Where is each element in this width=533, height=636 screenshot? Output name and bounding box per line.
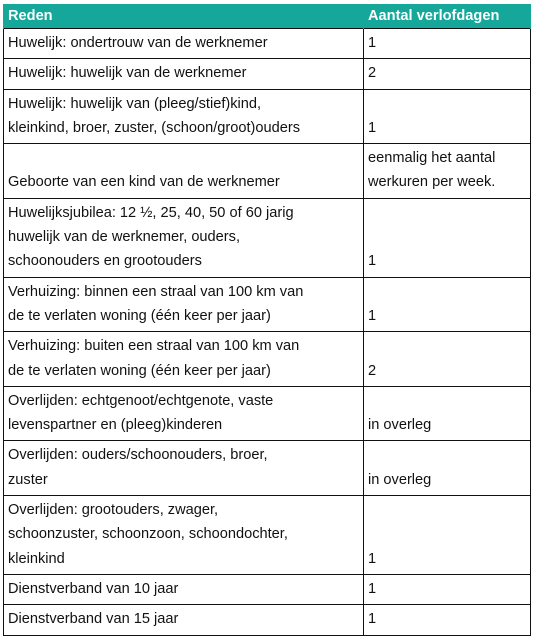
table-row (4, 332, 531, 387)
table-row (4, 605, 531, 635)
table-row (4, 29, 531, 59)
days-cell: 1 (364, 89, 531, 144)
reason-cell: Dienstverband van 15 jaar (4, 605, 364, 635)
reason-cell: Huwelijk: huwelijk van (pleeg/stief)kind, kleinkind, broer, zuster, (schoon/groot)ouders (4, 89, 364, 144)
days-cell: eenmalig het aantal werkuren per week. (364, 144, 531, 199)
reason-cell: Huwelijk: ondertrouw van de werknemer (4, 29, 364, 59)
reason-cell: Verhuizing: binnen een straal van 100 km van de te verlaten woning (één keer per jaar) (4, 277, 364, 332)
days-cell: 1 (364, 574, 531, 604)
leave-table (3, 4, 531, 636)
reason-cell: Huwelijk: huwelijk van de werknemer (4, 59, 364, 89)
reason-cell: Overlijden: grootouders, zwager, schoonzuster, schoonzoon, schoondochter, kleinkind (4, 496, 364, 575)
table-row (4, 198, 531, 277)
header-reason: Reden (4, 4, 364, 29)
table-row (4, 574, 531, 604)
reason-cell: Huwelijksjubilea: 12 ½, 25, 40, 50 of 60 jarig huwelijk van de werknemer, ouders, schoonouders en grootouders (4, 198, 364, 277)
reason-cell: Dienstverband van 10 jaar (4, 574, 364, 604)
table-body (4, 29, 531, 636)
table-row (4, 496, 531, 575)
days-cell: in overleg (364, 441, 531, 496)
table-row (4, 144, 531, 199)
days-cell: 1 (364, 198, 531, 277)
days-cell: in overleg (364, 386, 531, 441)
header-row (4, 4, 531, 29)
table-header (4, 4, 531, 29)
reason-cell: Geboorte van een kind van de werknemer (4, 144, 364, 199)
table-row (4, 59, 531, 89)
days-cell: 1 (364, 496, 531, 575)
table-row (4, 89, 531, 144)
table-row (4, 386, 531, 441)
days-cell: 2 (364, 59, 531, 89)
header-days: Aantal verlofdagen (364, 4, 531, 29)
days-cell: 1 (364, 605, 531, 635)
days-cell: 1 (364, 277, 531, 332)
reason-cell: Overlijden: echtgenoot/echtgenote, vaste levenspartner en (pleeg)kinderen (4, 386, 364, 441)
table-row (4, 441, 531, 496)
reason-cell: Verhuizing: buiten een straal van 100 km van de te verlaten woning (één keer per jaar) (4, 332, 364, 387)
days-cell: 1 (364, 29, 531, 59)
reason-cell: Overlijden: ouders/schoonouders, broer, zuster (4, 441, 364, 496)
days-cell: 2 (364, 332, 531, 387)
table-row (4, 277, 531, 332)
